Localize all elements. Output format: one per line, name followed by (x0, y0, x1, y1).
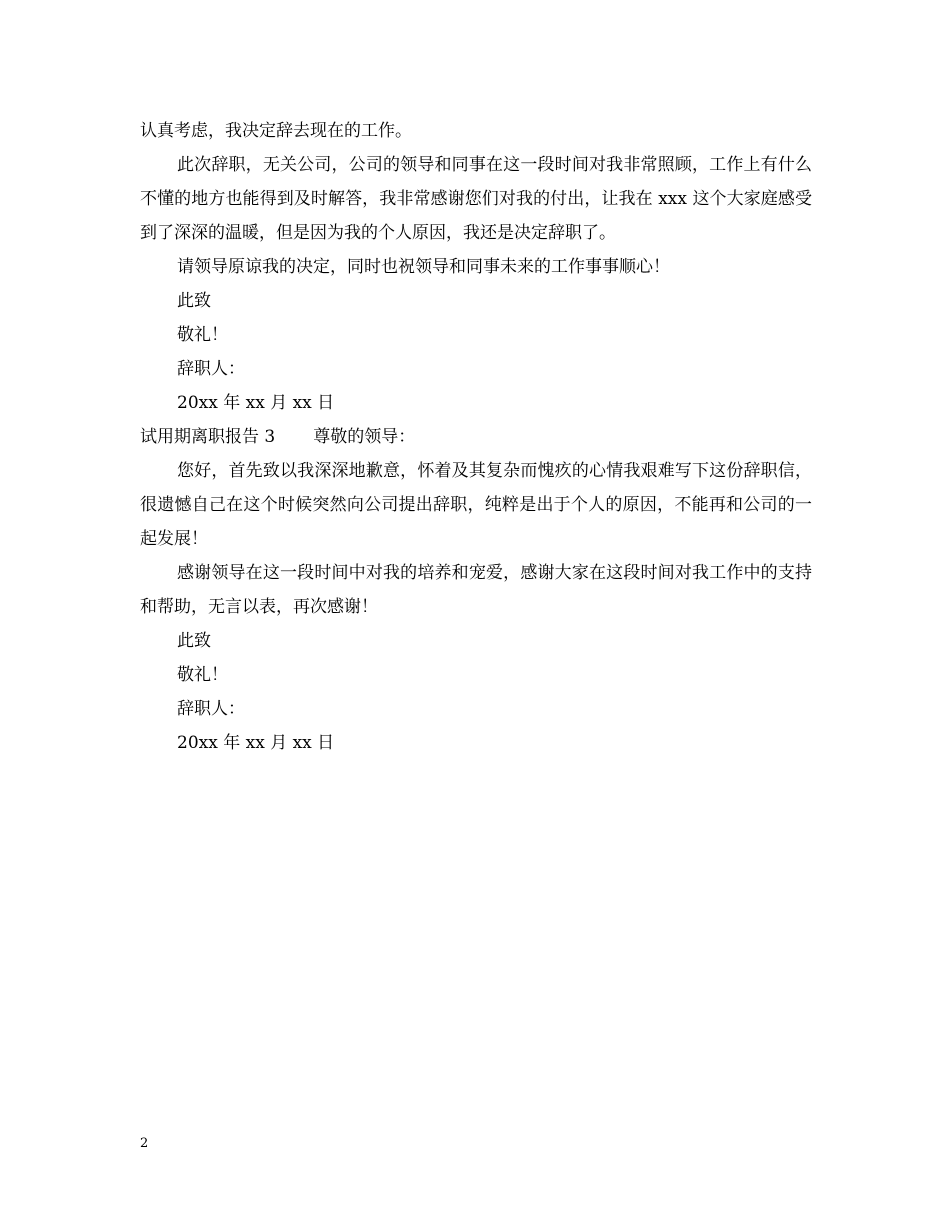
section-heading: 试用期离职报告 3 (140, 427, 276, 447)
closing-1: 此致 (177, 291, 211, 311)
signature-label-1: 辞职人： (177, 359, 245, 379)
salute-2: 敬礼！ (177, 665, 228, 685)
paragraph-3: 请领导原谅我的决定，同时也祝领导和同事未来的工作事事顺心！ (177, 257, 670, 277)
document-body (140, 114, 812, 760)
date-line-1: 20xx 年 xx 月 xx 日 (177, 393, 335, 413)
closing-2: 此致 (177, 631, 211, 651)
date-line-2: 20xx 年 xx 月 xx 日 (177, 733, 335, 753)
signature-label-2: 辞职人： (177, 699, 245, 719)
page-number: 2 (140, 1136, 149, 1151)
salute-1: 敬礼！ (177, 325, 228, 345)
paragraph-5: 感谢领导在这一段时间中对我的培养和宠爱，感谢大家在这段时间对我工作中的支持和帮助，无言以表，再次感谢！ (140, 563, 812, 617)
section-salutation: 尊敬的领导： (313, 427, 416, 447)
paragraph-1: 认真考虑，我决定辞去现在的工作。 (140, 121, 412, 141)
paragraph-4: 您好，首先致以我深深地歉意，怀着及其复杂而愧疚的心情我艰难写下这份辞职信，很遗憾自己在这个时候突然向公司提出辞职，纯粹是出于个人的原因，不能再和公司的一起发展！ (140, 461, 812, 549)
section-heading-line (140, 420, 812, 454)
paragraph-2: 此次辞职，无关公司，公司的领导和同事在这一段时间对我非常照顾，工作上有什么不懂的地方也能得到及时解答，我非常感谢您们对我的付出，让我在 xxx 这个大家庭感受到了深深的温暖，但是因为我的个人原因，我还是决定辞职了。 (140, 155, 812, 243)
